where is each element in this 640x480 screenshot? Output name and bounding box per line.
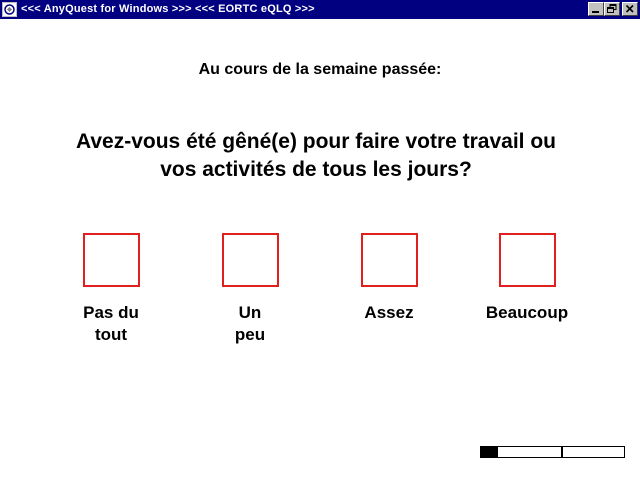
title-bar[interactable] (0, 0, 640, 19)
answer-option-un-peu[interactable] (190, 233, 310, 346)
question-text: Avez-vous été gêné(e) pour faire votre travail ou vos activités de tous les jours? (75, 130, 557, 181)
answer-option-beaucoup[interactable] (467, 233, 587, 324)
answer-checkbox[interactable] (222, 233, 279, 287)
question-context-header: Au cours de la semaine passée: (198, 61, 442, 78)
app-icon[interactable] (2, 2, 17, 17)
window-title: <<< AnyQuest for Windows >>> <<< EORTC eQLQ >>> (21, 3, 315, 15)
close-button[interactable] (622, 2, 638, 16)
progress-segment (562, 446, 625, 458)
answer-label[interactable]: Un peu (234, 303, 266, 344)
restore-icon (605, 3, 619, 15)
progress-fill (481, 447, 498, 457)
answer-label[interactable]: Assez (364, 303, 414, 322)
answer-label[interactable]: Pas du tout (83, 303, 139, 344)
minimize-icon (589, 3, 603, 15)
restore-button[interactable] (604, 2, 620, 16)
answer-option-pas-du-tout[interactable] (51, 233, 171, 346)
minimize-button[interactable] (588, 2, 604, 16)
answer-checkbox[interactable] (499, 233, 556, 287)
answer-label[interactable]: Beaucoup (485, 303, 569, 322)
answer-checkbox[interactable] (361, 233, 418, 287)
answer-checkbox[interactable] (83, 233, 140, 287)
close-icon (623, 3, 637, 15)
answer-option-assez[interactable] (329, 233, 449, 324)
progress-bar (480, 446, 625, 458)
